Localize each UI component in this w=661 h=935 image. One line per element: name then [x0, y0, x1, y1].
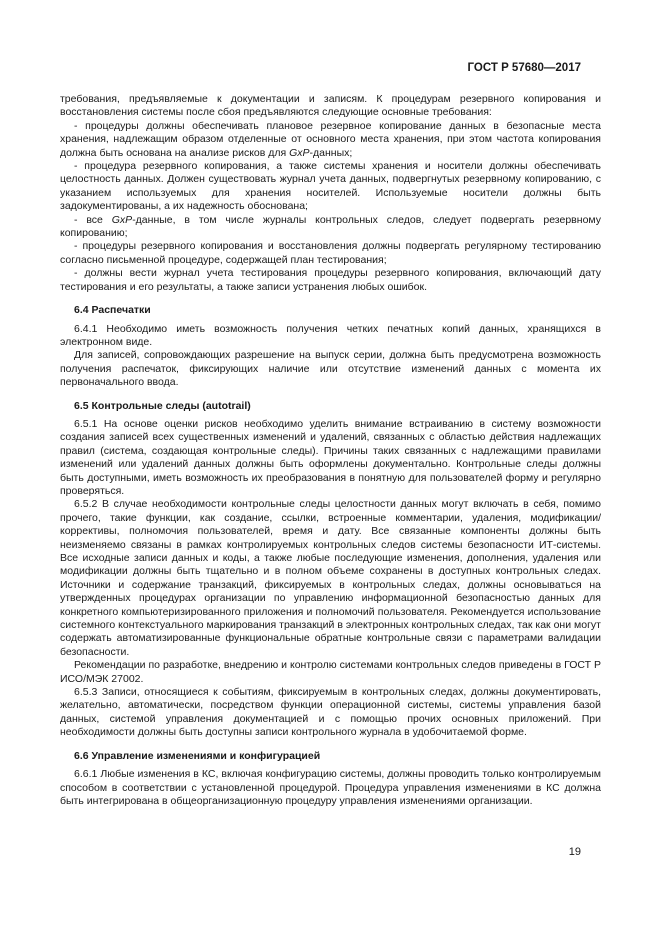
section-heading-6-5: 6.5 Контрольные следы (autotrail) — [74, 399, 251, 412]
list-item: - процедуры резервного копирования и восстановления должны подвергать регулярному тестированию согласно письменной процедуре, содержащей план тестирования; — [60, 240, 601, 266]
page-number: 19 — [568, 846, 581, 858]
paragraph: Рекомендации по разработке, внедрению и контролю системами контрольных следов приведены в ГОСТ Р ИСО/МЭК 27002. — [60, 659, 601, 685]
section-heading-6-4: 6.4 Распечатки — [74, 304, 151, 317]
paragraph: 6.6.1 Любые изменения в КС, включая конфигурацию системы, должны проводить только контролируемым способом в соответствии с установленной процедурой. Процедура управления изменениями в КС должна быть интегрирована в общеорганизационную процедуру управления изменениями организации. — [60, 768, 601, 807]
list-item: - должны вести журнал учета тестирования процедуры резервного копирования, включающий дату тестирования и его результаты, а также записи устранения любых ошибок. — [60, 267, 601, 293]
page-content — [60, 93, 601, 808]
paragraph: 6.5.3 Записи, относящиеся к событиям, фиксируемым в контрольных следах, должны документировать, желательно, автоматически, посредством функции операционной системы, системы управления базой данных, системой управления документацией и с помощью прочих основных приложений. При необходимости должны быть доступны записи контрольного журнала в удобочитаемой форме. — [60, 686, 601, 739]
list-item: - все GxP-данные, в том числе журналы контрольных следов, следует подвергать резервному копированию; — [60, 213, 601, 240]
section-heading-6-6: 6.6 Управление изменениями и конфигурацией — [74, 749, 321, 762]
list-item: - процедура резервного копирования, а также системы хранения и носители должны обеспечивать целостность данных. Должен существовать журнал учета данных, подвергнутых резервному копированию, с указанием используемых для хранения носителей. Используемые носители должны быть задокументированы, а их надежность обоснована; — [60, 160, 601, 213]
paragraph: Для записей, сопровождающих разрешение на выпуск серии, должна быть предусмотрена возможность получения распечаток, фиксирующих наличие или отсутствие изменений данных с момента их первоначального ввода. — [60, 349, 601, 389]
list-item: - процедуры должны обеспечивать плановое резервное копирование данных в безопасные места хранения, надлежащим образом отделенные от основного места хранения, при этом частота копирования должна быть основана на анализе рисков для GxP-данных; — [60, 119, 601, 159]
paragraph: 6.4.1 Необходимо иметь возможность получения четких печатных копий данных, хранящихся в электронном виде. — [60, 322, 601, 348]
document-header: ГОСТ Р 57680—2017 — [467, 62, 581, 74]
paragraph: 6.5.1 На основе оценки рисков необходимо уделить внимание встраиванию в систему возможности создания записей всех существенных изменений и удалений, связанных с областью действия надлежащих правил (система, создающая контрольные следы). Причины таких связанных с надлежащими правилами изменений или удалений данных должны быть оформлены документально. Контрольные следы должны быть доступными, иметь возможность их преобразования в понятную для пользователей форму и регулярно проверяться. — [60, 417, 601, 497]
paragraph: 6.5.2 В случае необходимости контрольные следы целостности данных могут включать в себя, помимо прочего, такие функции, как создание, ссылки, встроенные комментарии, удаления, модификации/коррективы, полномочия пользователей, время и дату. Все связанные компоненты должны быть неизменяемо связаны в рамках контролируемых контрольных следов системы безопасности ИТ-системы. Все исходные записи данных и коды, а также любые последующие изменения, дополнения, удаления или модификации должны быть тщательно и в полном объеме сохранены в доступных контрольных следах. Источники и содержание транзакций, фиксируемых в контрольных следах, должны основываться на утвержденных процедурах организации по управлению информационной безопасностью данных для конкретного компьютеризированного приложения и полномочий пользователя. Рекомендуется использование системного контекстуального маркирования транзакций в электронных контрольных следах, так как они могут содержать автоматизированные функциональные обратные контрольные связи с параметрами валидации безопасности. — [60, 498, 601, 658]
top-paragraph: требования, предъявляемые к документации и записям. К процедурам резервного копирования и восстановления системы после сбоя предъявляются следующие основные требования: — [60, 93, 601, 119]
